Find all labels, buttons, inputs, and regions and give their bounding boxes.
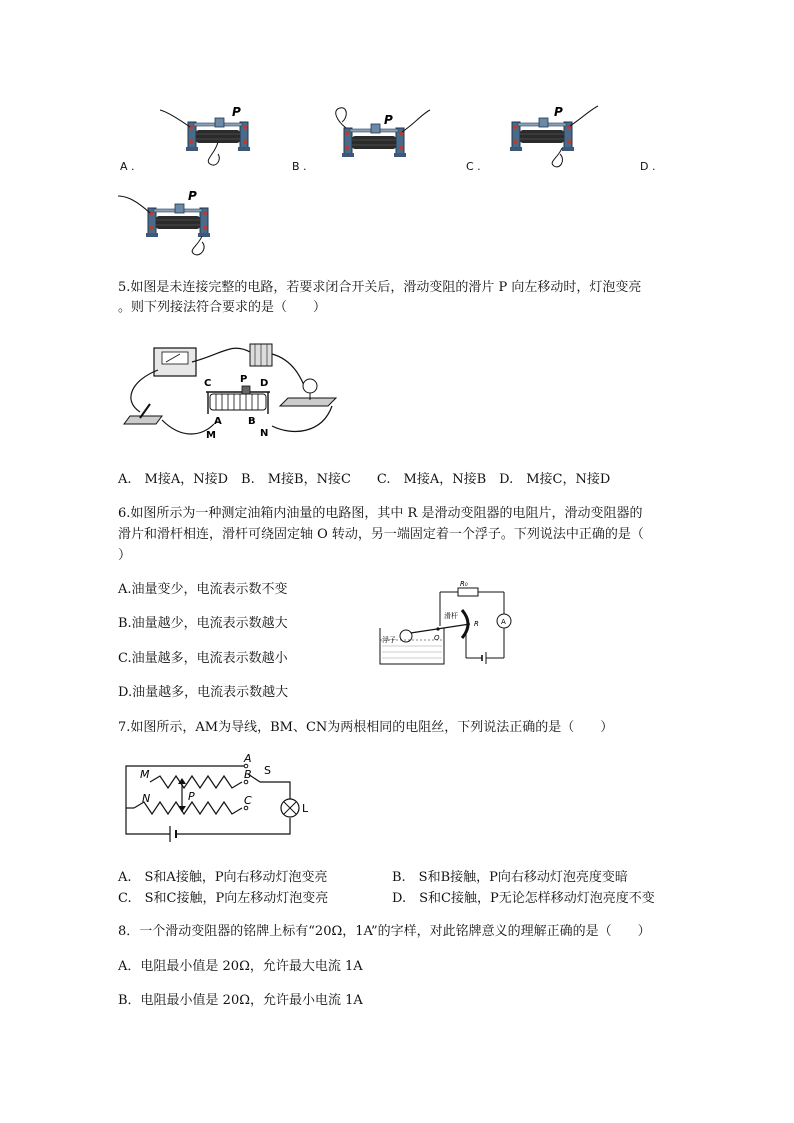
- float-label: 浮子: [382, 636, 396, 644]
- terminal-d-label: D: [260, 378, 269, 389]
- switch-s-label: S: [264, 764, 271, 777]
- terminal-c-label: C: [244, 794, 252, 807]
- q5-circuit-figure: [122, 340, 362, 450]
- q7-option-d: D. S和C接触，P无论怎样移动灯泡亮度不变: [392, 891, 655, 906]
- terminal-b-label: B: [244, 768, 252, 781]
- rheostat-figure-a: [160, 102, 270, 172]
- lamp-l-label: L: [302, 802, 309, 815]
- q8-option-b: B．电阻最小值是 20Ω，允许最小电流 1A: [118, 993, 363, 1008]
- terminal-a-label: A: [214, 416, 222, 427]
- q6-stem-line1: 6.如图所示为一种测定油箱内油量的电路图，其中 R 是滑动变阻器的电阻片，滑动变阻器的: [118, 506, 643, 521]
- r0-label: R₀: [460, 580, 468, 588]
- wire-n-label: N: [142, 792, 151, 805]
- q6-stem-line3: ）: [118, 548, 132, 563]
- terminal-a-label: A: [244, 752, 252, 765]
- q5-stem-line1: 5.如图是未连接完整的电路，若要求闭合开关后，滑动变阻的滑片 P 向左移动时，灯泡变亮: [118, 280, 642, 295]
- slider-label: P: [232, 105, 241, 119]
- q7-option-a: A. S和A接触，P向右移动灯泡变亮: [118, 870, 328, 885]
- option-c-label: C .: [466, 160, 481, 173]
- option-d-label: D .: [640, 160, 656, 173]
- wire-m-label: M: [206, 430, 216, 441]
- q6-option-b: B.油量越少，电流表示数越大: [118, 616, 288, 631]
- ammeter-label: A: [501, 618, 506, 626]
- rheostat-figure-c: [498, 102, 608, 172]
- q6-option-a: A.油量变少，电流表示数不变: [118, 582, 288, 597]
- q6-oil-gauge-figure: [374, 578, 524, 668]
- q6-option-d: D.油量越多，电流表示数越大: [118, 685, 289, 700]
- rheostat-figure-b: [322, 106, 432, 176]
- q5-stem-line2: 。则下列接法符合要求的是（ ）: [118, 300, 327, 315]
- q8-stem: 8．一个滑动变阻器的铭牌上标有“20Ω，1A”的字样，对此铭牌意义的理解正确的是（ ）: [118, 924, 651, 939]
- q8-option-a: A．电阻最小值是 20Ω，允许最大电流 1A: [118, 959, 363, 974]
- slider-p-label: P: [240, 374, 248, 385]
- rheostat-figure-d: [118, 188, 228, 258]
- rod-label: 滑杆: [444, 612, 458, 620]
- slider-p-label: P: [188, 790, 195, 803]
- q6-option-c: C.油量越多，电流表示数越小: [118, 651, 288, 666]
- q6-stem-line2: 滑片和滑杆相连，滑杆可绕固定轴 O 转动，另一端固定着一个浮子。下列说法中正确的是（: [118, 527, 644, 542]
- q7-circuit-figure: [120, 750, 320, 855]
- option-b-label: B .: [292, 160, 307, 173]
- q7-option-c: C. S和C接触，P向左移动灯泡变亮: [118, 891, 329, 906]
- wire-m-label: M: [140, 768, 150, 781]
- terminal-b-label: B: [248, 416, 256, 427]
- slider-label: P: [384, 113, 393, 127]
- terminal-c-label: C: [204, 378, 212, 389]
- slider-label: P: [554, 105, 563, 119]
- q7-stem: 7.如图所示，AM为导线，BM、CN为两根相同的电阻丝，下列说法正确的是（ ）: [118, 720, 614, 735]
- wire-n-label: N: [260, 428, 269, 439]
- q7-option-b: B. S和B接触，P向右移动灯泡亮度变暗: [392, 870, 628, 885]
- pivot-o-label: O: [434, 634, 440, 642]
- slider-label: P: [188, 189, 197, 203]
- q5-options: A. M接A，N接D B. M接B，N接C C. M接A，N接B D. M接C，N接D: [118, 472, 611, 487]
- option-a-label: A .: [120, 160, 135, 173]
- r-label: R: [474, 620, 479, 628]
